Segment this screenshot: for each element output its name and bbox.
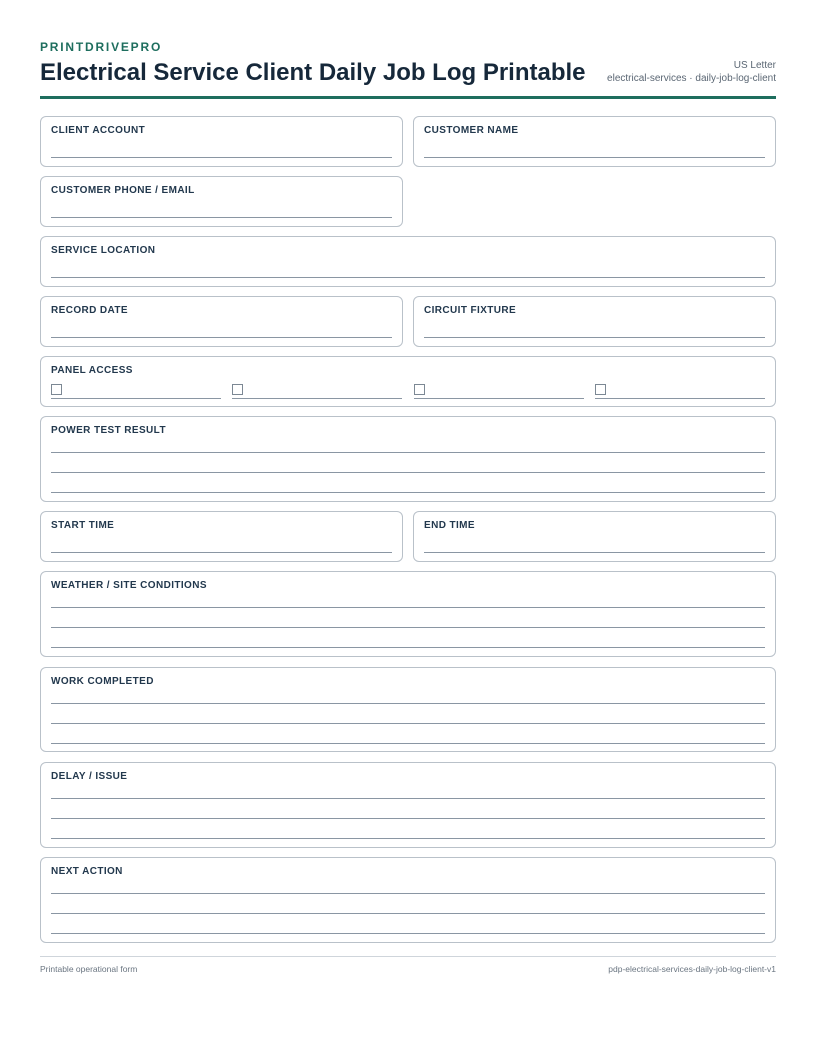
write-line xyxy=(424,157,765,158)
footer-rule xyxy=(40,956,776,957)
form-page xyxy=(40,40,776,99)
field-label: CUSTOMER NAME xyxy=(424,125,519,136)
record-date-field[interactable] xyxy=(40,296,403,347)
write-line xyxy=(51,552,392,553)
end-time-field[interactable] xyxy=(413,511,776,562)
power-test-result-field[interactable] xyxy=(40,416,776,502)
panel-access-field xyxy=(40,356,776,407)
panel-access-option-2[interactable] xyxy=(232,383,402,399)
service-location-field[interactable] xyxy=(40,236,776,287)
client-account-field[interactable] xyxy=(40,116,403,167)
header-meta xyxy=(607,59,776,85)
write-line xyxy=(51,893,765,894)
write-line xyxy=(51,217,392,218)
write-line xyxy=(51,743,765,744)
customer-contact-field[interactable] xyxy=(40,176,403,227)
write-line xyxy=(51,607,765,608)
checkbox[interactable] xyxy=(51,384,62,395)
checkbox[interactable] xyxy=(232,384,243,395)
write-line xyxy=(51,818,765,819)
field-label: END TIME xyxy=(424,520,475,531)
write-line xyxy=(51,472,765,473)
footer-left: Printable operational form xyxy=(40,964,138,974)
field-label: NEXT ACTION xyxy=(51,866,123,877)
delay-issue-field[interactable] xyxy=(40,762,776,848)
field-label: WORK COMPLETED xyxy=(51,676,154,687)
write-line xyxy=(51,492,765,493)
write-line xyxy=(51,337,392,338)
field-label: CUSTOMER PHONE / EMAIL xyxy=(51,185,195,196)
header-rule xyxy=(40,96,776,99)
write-line xyxy=(51,277,765,278)
field-label: DELAY / ISSUE xyxy=(51,771,128,782)
form-slug: electrical-services · daily-job-log-client xyxy=(607,73,776,84)
write-line xyxy=(51,723,765,724)
checkbox[interactable] xyxy=(414,384,425,395)
field-label: RECORD DATE xyxy=(51,305,128,316)
checkbox[interactable] xyxy=(595,384,606,395)
footer-form-id: pdp-electrical-services-daily-job-log-client-v1 xyxy=(608,964,776,974)
field-label: CLIENT ACCOUNT xyxy=(51,125,146,136)
field-label: CIRCUIT FIXTURE xyxy=(424,305,517,316)
write-line xyxy=(51,452,765,453)
write-line xyxy=(51,798,765,799)
weather-site-conditions-field[interactable] xyxy=(40,571,776,657)
write-line xyxy=(51,838,765,839)
write-line xyxy=(424,337,765,338)
write-line xyxy=(51,647,765,648)
field-label: SERVICE LOCATION xyxy=(51,245,156,256)
paper-size: US Letter xyxy=(733,60,776,71)
field-label: START TIME xyxy=(51,520,115,531)
write-line xyxy=(51,913,765,914)
work-completed-field[interactable] xyxy=(40,667,776,752)
panel-access-option-1[interactable] xyxy=(51,383,221,399)
write-line xyxy=(51,157,392,158)
write-line xyxy=(51,933,765,934)
brand-name: PRINTDRIVEPRO xyxy=(40,40,163,54)
write-line xyxy=(51,627,765,628)
circuit-fixture-field[interactable] xyxy=(413,296,776,347)
start-time-field[interactable] xyxy=(40,511,403,562)
write-line xyxy=(51,703,765,704)
write-line xyxy=(424,552,765,553)
field-label: WEATHER / SITE CONDITIONS xyxy=(51,580,207,591)
customer-name-field[interactable] xyxy=(413,116,776,167)
header-row xyxy=(40,54,776,96)
panel-access-option-4[interactable] xyxy=(595,383,765,399)
next-action-field[interactable] xyxy=(40,857,776,943)
field-label: PANEL ACCESS xyxy=(51,365,133,376)
field-label: POWER TEST RESULT xyxy=(51,425,166,436)
panel-access-option-3[interactable] xyxy=(414,383,584,399)
page-title: Electrical Service Client Daily Job Log Printable xyxy=(40,59,586,86)
